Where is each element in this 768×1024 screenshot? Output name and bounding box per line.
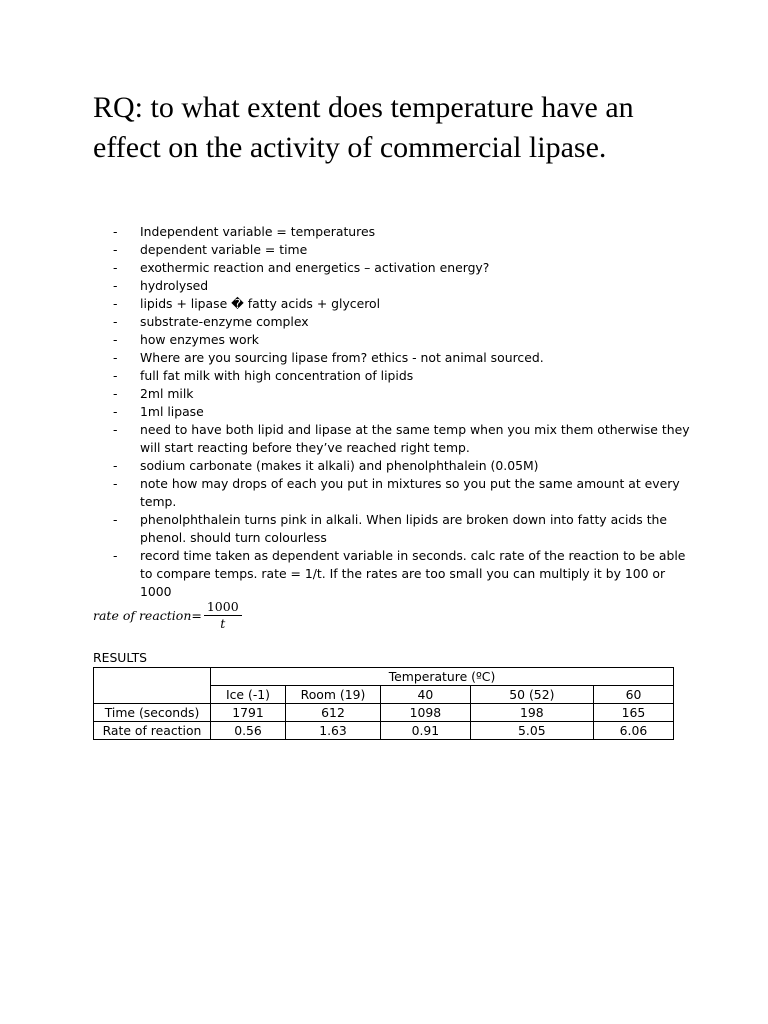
notes-list	[113, 223, 693, 601]
rate-formula	[93, 597, 242, 633]
results-table	[93, 667, 674, 740]
list-item: - dependent variable = time	[113, 241, 693, 259]
list-item: - lipids + lipase � fatty acids + glycerol	[113, 295, 693, 313]
formula-lhs: rate of reaction=	[93, 607, 202, 623]
formula-fraction	[204, 599, 242, 632]
column-header: 60	[593, 686, 673, 704]
table-cell: 0.91	[381, 722, 471, 740]
list-item: - full fat milk with high concentration of lipids	[113, 367, 693, 385]
table-cell: 1098	[381, 704, 471, 722]
temperature-group-header: Temperature (ºC)	[211, 668, 674, 686]
page-title: RQ: to what extent does temperature have an effect on the activity of commercial lipase.	[93, 91, 634, 164]
table-cell: 0.56	[211, 722, 286, 740]
list-item: - how enzymes work	[113, 331, 693, 349]
list-item: - substrate-enzyme complex	[113, 313, 693, 331]
table-cell: 6.06	[593, 722, 673, 740]
list-item: - hydrolysed	[113, 277, 693, 295]
list-item: - Where are you sourcing lipase from? ethics - not animal sourced.	[113, 349, 693, 367]
table-corner-cell	[94, 668, 211, 704]
column-header: 40	[381, 686, 471, 704]
table-row	[94, 704, 674, 722]
table-cell: 5.05	[470, 722, 593, 740]
results-heading: RESULTS	[93, 650, 148, 665]
table-row	[94, 722, 674, 740]
list-item: - 1ml lipase	[113, 403, 693, 421]
list-item: - exothermic reaction and energetics – activation energy?	[113, 259, 693, 277]
table-cell: 1791	[211, 704, 286, 722]
row-label: Time (seconds)	[94, 704, 211, 722]
column-header: 50 (52)	[470, 686, 593, 704]
list-item: - record time taken as dependent variable in seconds. calc rate of the reaction to be able to compare temps. rate = 1/t. If the rates are too small you can multiply it by 100 or 1000	[113, 547, 693, 601]
column-header: Ice (-1)	[211, 686, 286, 704]
list-item: - phenolphthalein turns pink in alkali. When lipids are broken down into fatty acids the phenol. should turn colourless	[113, 511, 693, 547]
list-item: - sodium carbonate (makes it alkali) and phenolphthalein (0.05M)	[113, 457, 693, 475]
table-cell: 165	[593, 704, 673, 722]
list-item: - Independent variable = temperatures	[113, 223, 693, 241]
list-item: - note how may drops of each you put in mixtures so you put the same amount at every temp.	[113, 475, 693, 511]
table-header-row	[94, 668, 674, 686]
column-header: Room (19)	[286, 686, 381, 704]
row-label: Rate of reaction	[94, 722, 211, 740]
table-cell: 612	[286, 704, 381, 722]
formula-numerator: 1000	[204, 599, 242, 616]
table-cell: 1.63	[286, 722, 381, 740]
list-item: - need to have both lipid and lipase at the same temp when you mix them otherwise they will start reacting before they’ve reached right temp.	[113, 421, 693, 457]
table-cell: 198	[470, 704, 593, 722]
list-item: - 2ml milk	[113, 385, 693, 403]
formula-denominator: t	[220, 615, 226, 631]
